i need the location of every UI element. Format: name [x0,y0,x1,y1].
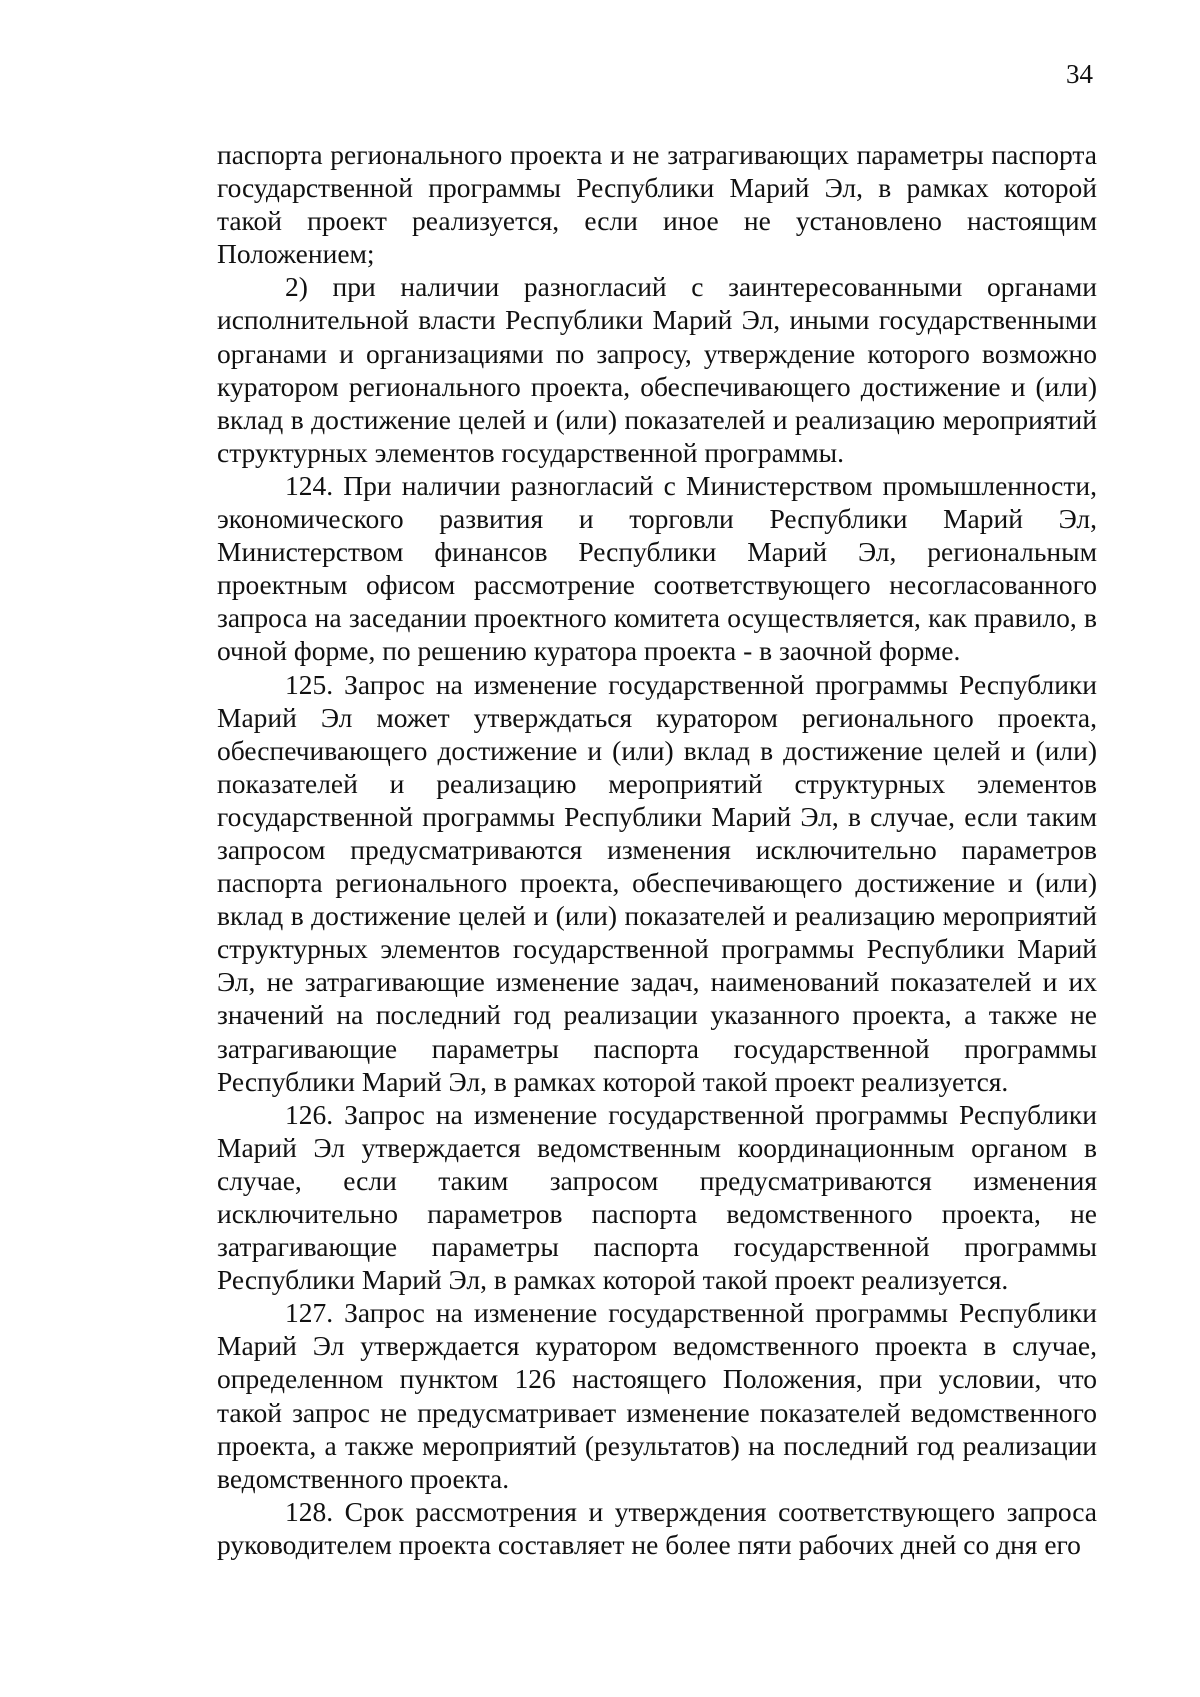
paragraph-item-2: 2) при наличии разногласий с заинтересованными органами исполнительной власти Республики Марий Эл, иными государственными органами и организациями по запросу, утверждение которого возможно куратором регионального проекта, обеспечивающего достижение и (или) вклад в достижение целей и (или) показателей и реализацию мероприятий структурных элементов государственной программы. [217,271,1097,468]
paragraph-continuation: паспорта регионального проекта и не затрагивающих параметры паспорта государственной программы Республики Марий Эл, в рамках которой такой проект реализуется, если иное не установлено настоящим Положением; [217,139,1097,270]
paragraph-124: 124. При наличии разногласий с Министерством промышленности, экономического развития и торговли Республики Марий Эл, Министерством финансов Республики Марий Эл, региональным проектным офисом рассмотрение соответствующего несогласованного запроса на заседании проектного комитета осуществляется, как правило, в очной форме, по решению куратора проекта - в заочной форме. [217,469,1097,667]
paragraph-127: 127. Запрос на изменение государственной программы Республики Марий Эл утверждается куратором ведомственного проекта в случае, определенном пунктом 126 настоящего Положения, при условии, что такой запрос не предусматривает изменение показателей ведомственного проекта, а также мероприятий (результатов) на последний год реализации ведомственного проекта. [217,1297,1097,1494]
paragraph-126: 126. Запрос на изменение государственной программы Республики Марий Эл утверждается ведомственным координационным органом в случае, если таким запросом предусматриваются изменения исключительно параметров паспорта ведомственного проекта, не затрагивающие параметры паспорта государственной программы Республики Марий Эл, в рамках которой такой проект реализуется. [217,1098,1097,1296]
paragraph-125: 125. Запрос на изменение государственной программы Республики Марий Эл может утверждаться куратором регионального проекта, обеспечивающего достижение и (или) вклад в достижение целей и (или) показателей и реализацию мероприятий структурных элементов государственной программы Республики Марий Эл, в случае, если таким запросом предусматриваются изменения исключительно параметров паспорта регионального проекта, обеспечивающего достижение и (или) вклад в достижение целей и (или) показателей и реализацию мероприятий структурных элементов государственной программы Республики Марий Эл, не затрагивающие изменение задач, наименований показателей и их значений на последний год реализации указанного проекта, а также не затрагивающие параметры паспорта государственной программы Республики Марий Эл, в рамках которой такой проект реализуется. [217,668,1097,1097]
paragraph-128: 128. Срок рассмотрения и утверждения соответствующего запроса руководителем проекта составляет не более пяти рабочих дней со дня его [217,1495,1097,1560]
document-body [217,138,1097,1561]
page-number: 34 [1066,59,1093,89]
